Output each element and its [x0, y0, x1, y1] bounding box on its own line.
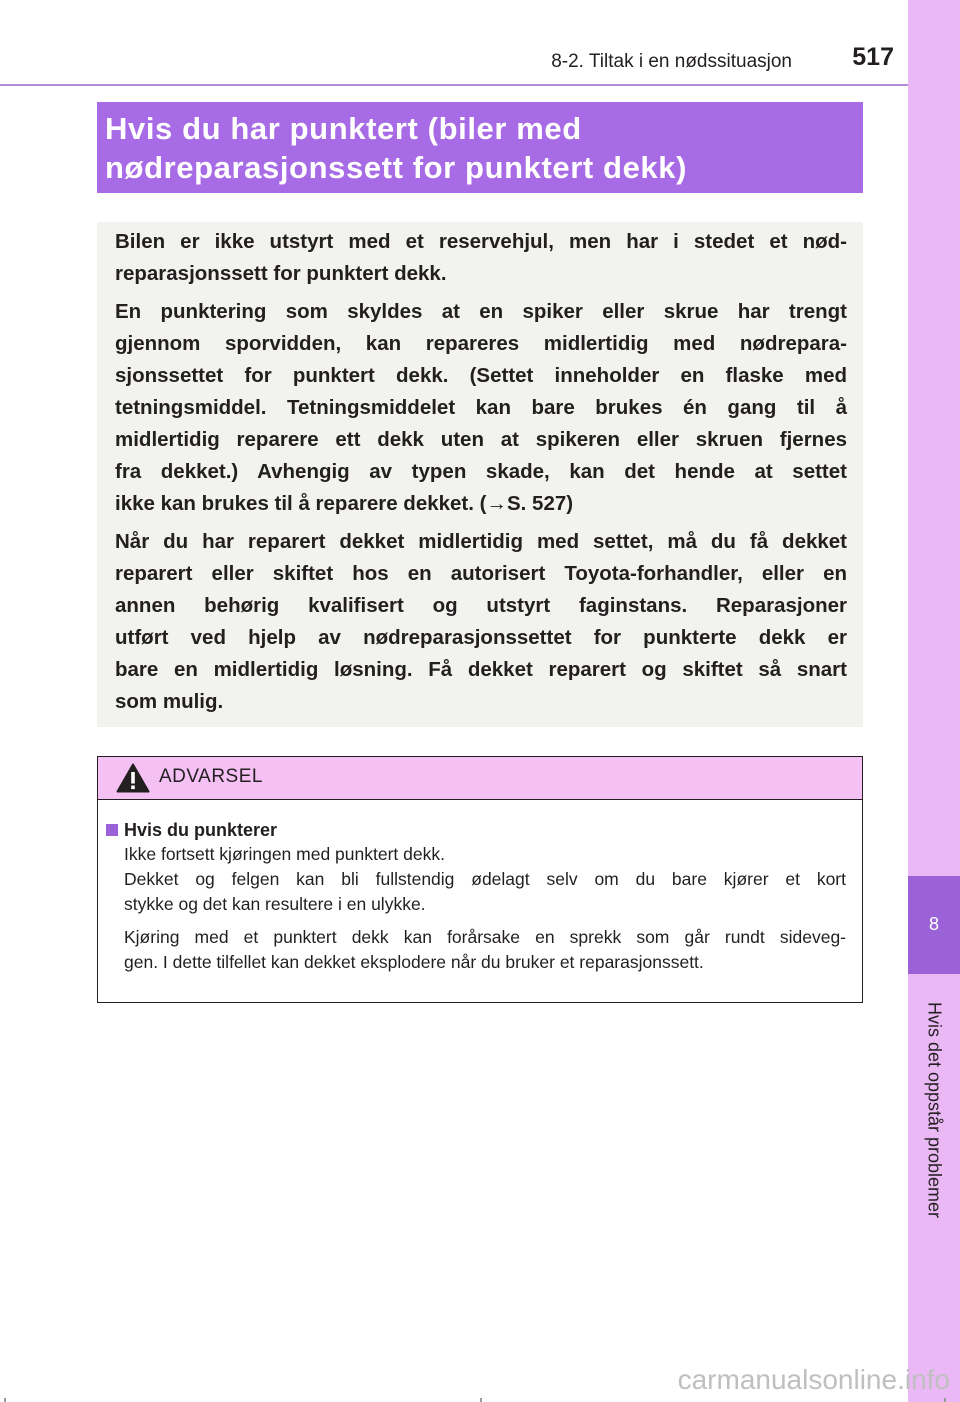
text-line: som mulig. [115, 690, 224, 713]
text-line: fra dekket.) Avhengig av typen skade, kan det hende at settet [115, 460, 847, 483]
chapter-label: Hvis det oppstår problemer [924, 1001, 945, 1219]
warning-subheading-text: Hvis du punkterer [124, 820, 278, 840]
text-line: annen behørig kvalifisert og utstyrt faginstans. Reparasjoner [115, 594, 847, 617]
text-line: Dekket og felgen kan bli fullstendig ødelagt selv om du bare kjører et kort [124, 869, 846, 889]
text-line: Ikke fortsett kjøringen med punktert dekk. [124, 844, 445, 864]
warning-triangle-icon [116, 763, 150, 793]
warning-subheading [106, 818, 846, 842]
heading-line-1: Hvis du har punktert (biler med [105, 111, 582, 146]
warning-box [97, 756, 863, 1003]
text-line: En punktering som skyldes at en spiker eller skrue har trengt [115, 300, 847, 323]
intro-box [97, 222, 863, 727]
warning-paragraph-1 [124, 842, 846, 917]
text-line: tetningsmiddel. Tetningsmiddelet kan bare brukes én gang til å [115, 396, 847, 419]
intro-paragraph-1 [115, 226, 847, 290]
crop-mark [944, 1398, 946, 1402]
text-line: gen. I dette tilfellet kan dekket eksplodere når du bruker et reparasjonssett. [124, 952, 704, 972]
warning-body [98, 800, 862, 975]
text-line: reparasjonssett for punktert dekk. [115, 262, 447, 285]
text-line: sjonssettet for punktert dekk. (Settet inneholder en flaske med [115, 364, 847, 387]
intro-paragraph-3 [115, 526, 847, 718]
section-heading-box [97, 102, 863, 193]
warning-paragraph-2 [124, 925, 846, 975]
text-line: utført ved hjelp av nødreparasjonssettet for punkterte dekk er [115, 626, 847, 649]
page-reference-link[interactable]: ikke kan brukes til å reparere dekket. (→S. 527) [115, 492, 574, 515]
text-line: bare en midlertidig løsning. Få dekket reparert og skiftet så snart [115, 658, 847, 681]
heading-line-2: nødreparasjonssett for punktert dekk) [105, 150, 688, 185]
warning-title: ADVARSEL [159, 766, 263, 787]
text-line: Når du har reparert dekket midlertidig med settet, må du få dekket [115, 530, 847, 553]
page-number: 517 [852, 43, 894, 71]
text-line: Kjøring med et punktert dekk kan forårsake en sprekk som går rundt sideveg- [124, 927, 846, 947]
text-line: stykke og det kan resultere i en ulykke. [124, 894, 426, 914]
text-line: reparert eller skiftet hos en autorisert Toyota-forhandler, eller en [115, 562, 847, 585]
header-rule [0, 84, 908, 86]
section-title: 8-2. Tiltak i en nødssituasjon [551, 51, 792, 72]
text-line: midlertidig reparere ett dekk uten at spikeren eller skruen fjernes [115, 428, 847, 451]
intro-paragraph-2 [115, 296, 847, 520]
chapter-number-box[interactable] [908, 876, 960, 974]
text-line: gjennom sporvidden, kan repareres midlertidig med nødrepara- [115, 332, 847, 355]
chapter-number: 8 [928, 914, 939, 934]
text-line: Bilen er ikke utstyrt med et reservehjul, men har i stedet et nød- [115, 230, 847, 253]
crop-mark [480, 1398, 482, 1402]
square-bullet-icon [106, 824, 118, 836]
crop-mark [4, 1398, 6, 1402]
watermark: carmanualsonline.info [677, 1364, 950, 1395]
warning-header [98, 757, 862, 800]
